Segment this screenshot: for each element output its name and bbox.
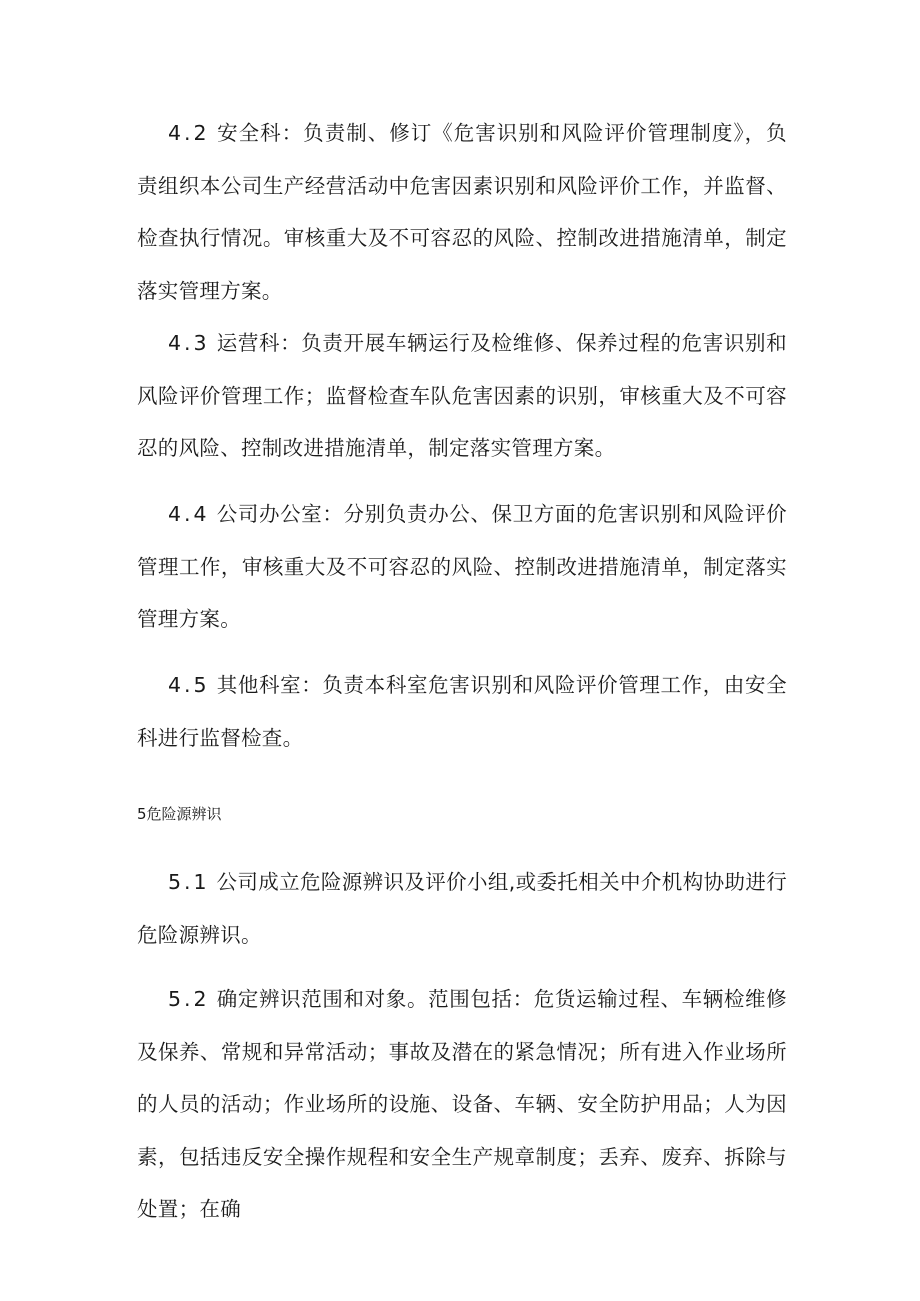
paragraph-5-2 (137, 973, 787, 1236)
section-heading: 5危险源辨识 (137, 805, 222, 823)
paragraph-4-5 (137, 659, 787, 764)
paragraph-text: 公司办公室：分别负责办公、保卫方面的危害识别和风险评价管理工作，审核重大及不可容忍的风险、控制改进措施清单，制定落实管理方案。 (137, 502, 787, 631)
paragraph-text: 公司成立危险源辨识及评价小组,或委托相关中介机构协助进行危险源辨识。 (137, 870, 787, 947)
paragraph-4-3 (137, 317, 787, 475)
paragraph-4-4 (137, 488, 787, 646)
paragraph-number: 5.2 (168, 987, 210, 1011)
paragraph-text: 其他科室：负责本科室危害识别和风险评价管理工作，由安全科进行监督检查。 (137, 673, 787, 750)
paragraph-text: 运营科：负责开展车辆运行及检维修、保养过程的危害识别和风险评价管理工作；监督检查车队危害因素的识别，审核重大及不可容忍的风险、控制改进措施清单，制定落实管理方案。 (137, 331, 787, 460)
paragraph-number: 4.2 (168, 121, 210, 145)
paragraph-text: 确定辨识范围和对象。范围包括：危货运输过程、车辆检维修及保养、常规和异常活动；事故及潜在的紧急情况；所有进入作业场所的人员的活动；作业场所的设施、设备、车辆、安全防护用品；人为因素，包括违反安全操作规程和安全生产规章制度；丢弃、废弃、拆除与处置；在确 (137, 987, 787, 1221)
paragraph-text: 安全科：负责制、修订《危害识别和风险评价管理制度》，负责组织本公司生产经营活动中危害因素识别和风险评价工作，并监督、检查执行情况。审核重大及不可容忍的风险、控制改进措施清单，制定落实管理方案。 (137, 121, 787, 303)
paragraph-number: 4.4 (168, 502, 210, 526)
paragraph-5-1 (137, 856, 787, 961)
paragraph-4-2 (137, 107, 787, 317)
paragraph-number: 4.3 (168, 331, 210, 355)
paragraph-number: 5.1 (168, 870, 210, 894)
paragraph-number: 4.5 (168, 673, 210, 697)
